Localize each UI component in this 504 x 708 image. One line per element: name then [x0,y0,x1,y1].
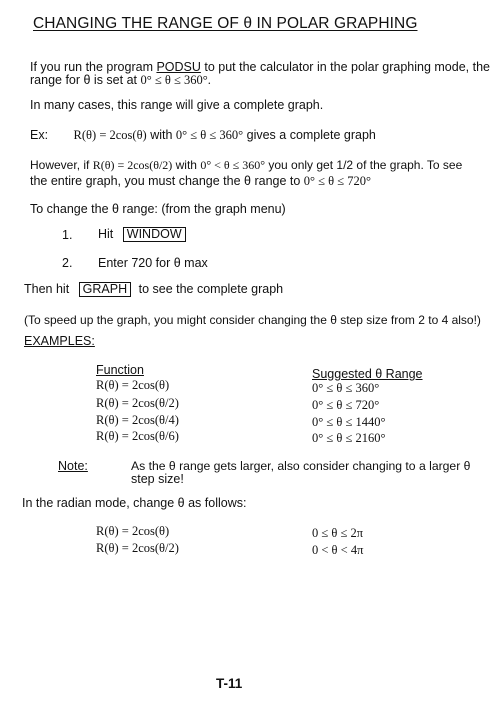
however-text-c: you only get 1/2 of the graph. To see [265,158,463,172]
table-row-1-function: R(θ) = 2cos(θ) [96,378,170,392]
note-line-2: step size! [131,472,184,486]
window-key: WINDOW [123,227,186,242]
however-line-1 [30,158,462,173]
then-hit-suffix: to see the complete graph [138,282,284,296]
intro-text-c: range for θ is set at [30,73,141,87]
however-formula: R(θ) = 2cos(θ/2) [92,158,173,172]
table-row-2-range: 0° ≤ θ ≤ 720° [312,398,380,412]
radian-row-1-function: R(θ) = 2cos(θ) [96,524,170,538]
step-1-text: Hit [98,227,114,241]
default-range: 0° ≤ θ ≤ 360°. [140,73,211,87]
however-text-d: the entire graph, you must change the θ range to [30,174,304,188]
step-2-text: Enter 720 for θ max [98,256,208,270]
range-column-header: Suggested θ Range [312,367,423,381]
intro-line-2 [30,73,211,88]
example-label: Ex: [30,128,49,142]
however-text-b: with [172,158,201,172]
however-line-2 [30,174,371,189]
then-hit-prefix: Then hit [24,282,70,296]
example-line [30,128,376,143]
however-new-range: 0° ≤ θ ≤ 720° [303,174,372,188]
radian-intro: In the radian mode, change θ as follows: [22,496,247,510]
step-1 [98,227,186,242]
radian-row-1-range: 0 ≤ θ ≤ 2π [312,526,364,540]
radian-row-2-range: 0 < θ < 4π [312,543,364,557]
intro-text-a: If you run the program [30,60,157,74]
table-row-1-range: 0° ≤ θ ≤ 360° [312,381,380,395]
example-with: with [146,128,176,142]
page-number: T-11 [216,676,243,691]
example-range: 0° ≤ θ ≤ 360° [175,128,244,142]
however-text-a: However, if [30,158,93,172]
however-range: 0° < θ ≤ 360° [200,158,266,172]
intro-text-b: to put the calculator in the polar graphing mode, the [200,60,490,74]
graph-key: GRAPH [79,282,131,297]
function-column-header: Function [96,363,144,377]
table-row-3-range: 0° ≤ θ ≤ 1440° [312,415,386,429]
table-row-4-function: R(θ) = 2cos(θ/6) [96,429,179,443]
radian-row-2-function: R(θ) = 2cos(θ/2) [96,541,179,555]
change-intro: To change the θ range: (from the graph menu) [30,202,286,216]
example-formula: R(θ) = 2cos(θ) [73,128,147,142]
example-result: gives a complete graph [243,128,376,142]
step-2-number: 2. [62,256,73,270]
note-line-1: As the θ range gets larger, also consider changing to a larger θ [131,459,471,473]
examples-heading: EXAMPLES: [24,334,95,348]
page-title: CHANGING THE RANGE OF θ IN POLAR GRAPHING [33,15,418,32]
intro-line-1 [30,60,490,74]
table-row-3-function: R(θ) = 2cos(θ/4) [96,413,179,427]
complete-note: In many cases, this range will give a complete graph. [30,98,324,112]
speed-note: (To speed up the graph, you might consider changing the θ step size from 2 to 4 also!) [24,313,481,327]
then-hit-line [24,282,283,297]
note-label: Note: [58,459,88,473]
program-name: PODSU [156,60,201,74]
table-row-4-range: 0° ≤ θ ≤ 2160° [312,431,386,445]
table-row-2-function: R(θ) = 2cos(θ/2) [96,396,179,410]
step-1-number: 1. [62,228,73,242]
